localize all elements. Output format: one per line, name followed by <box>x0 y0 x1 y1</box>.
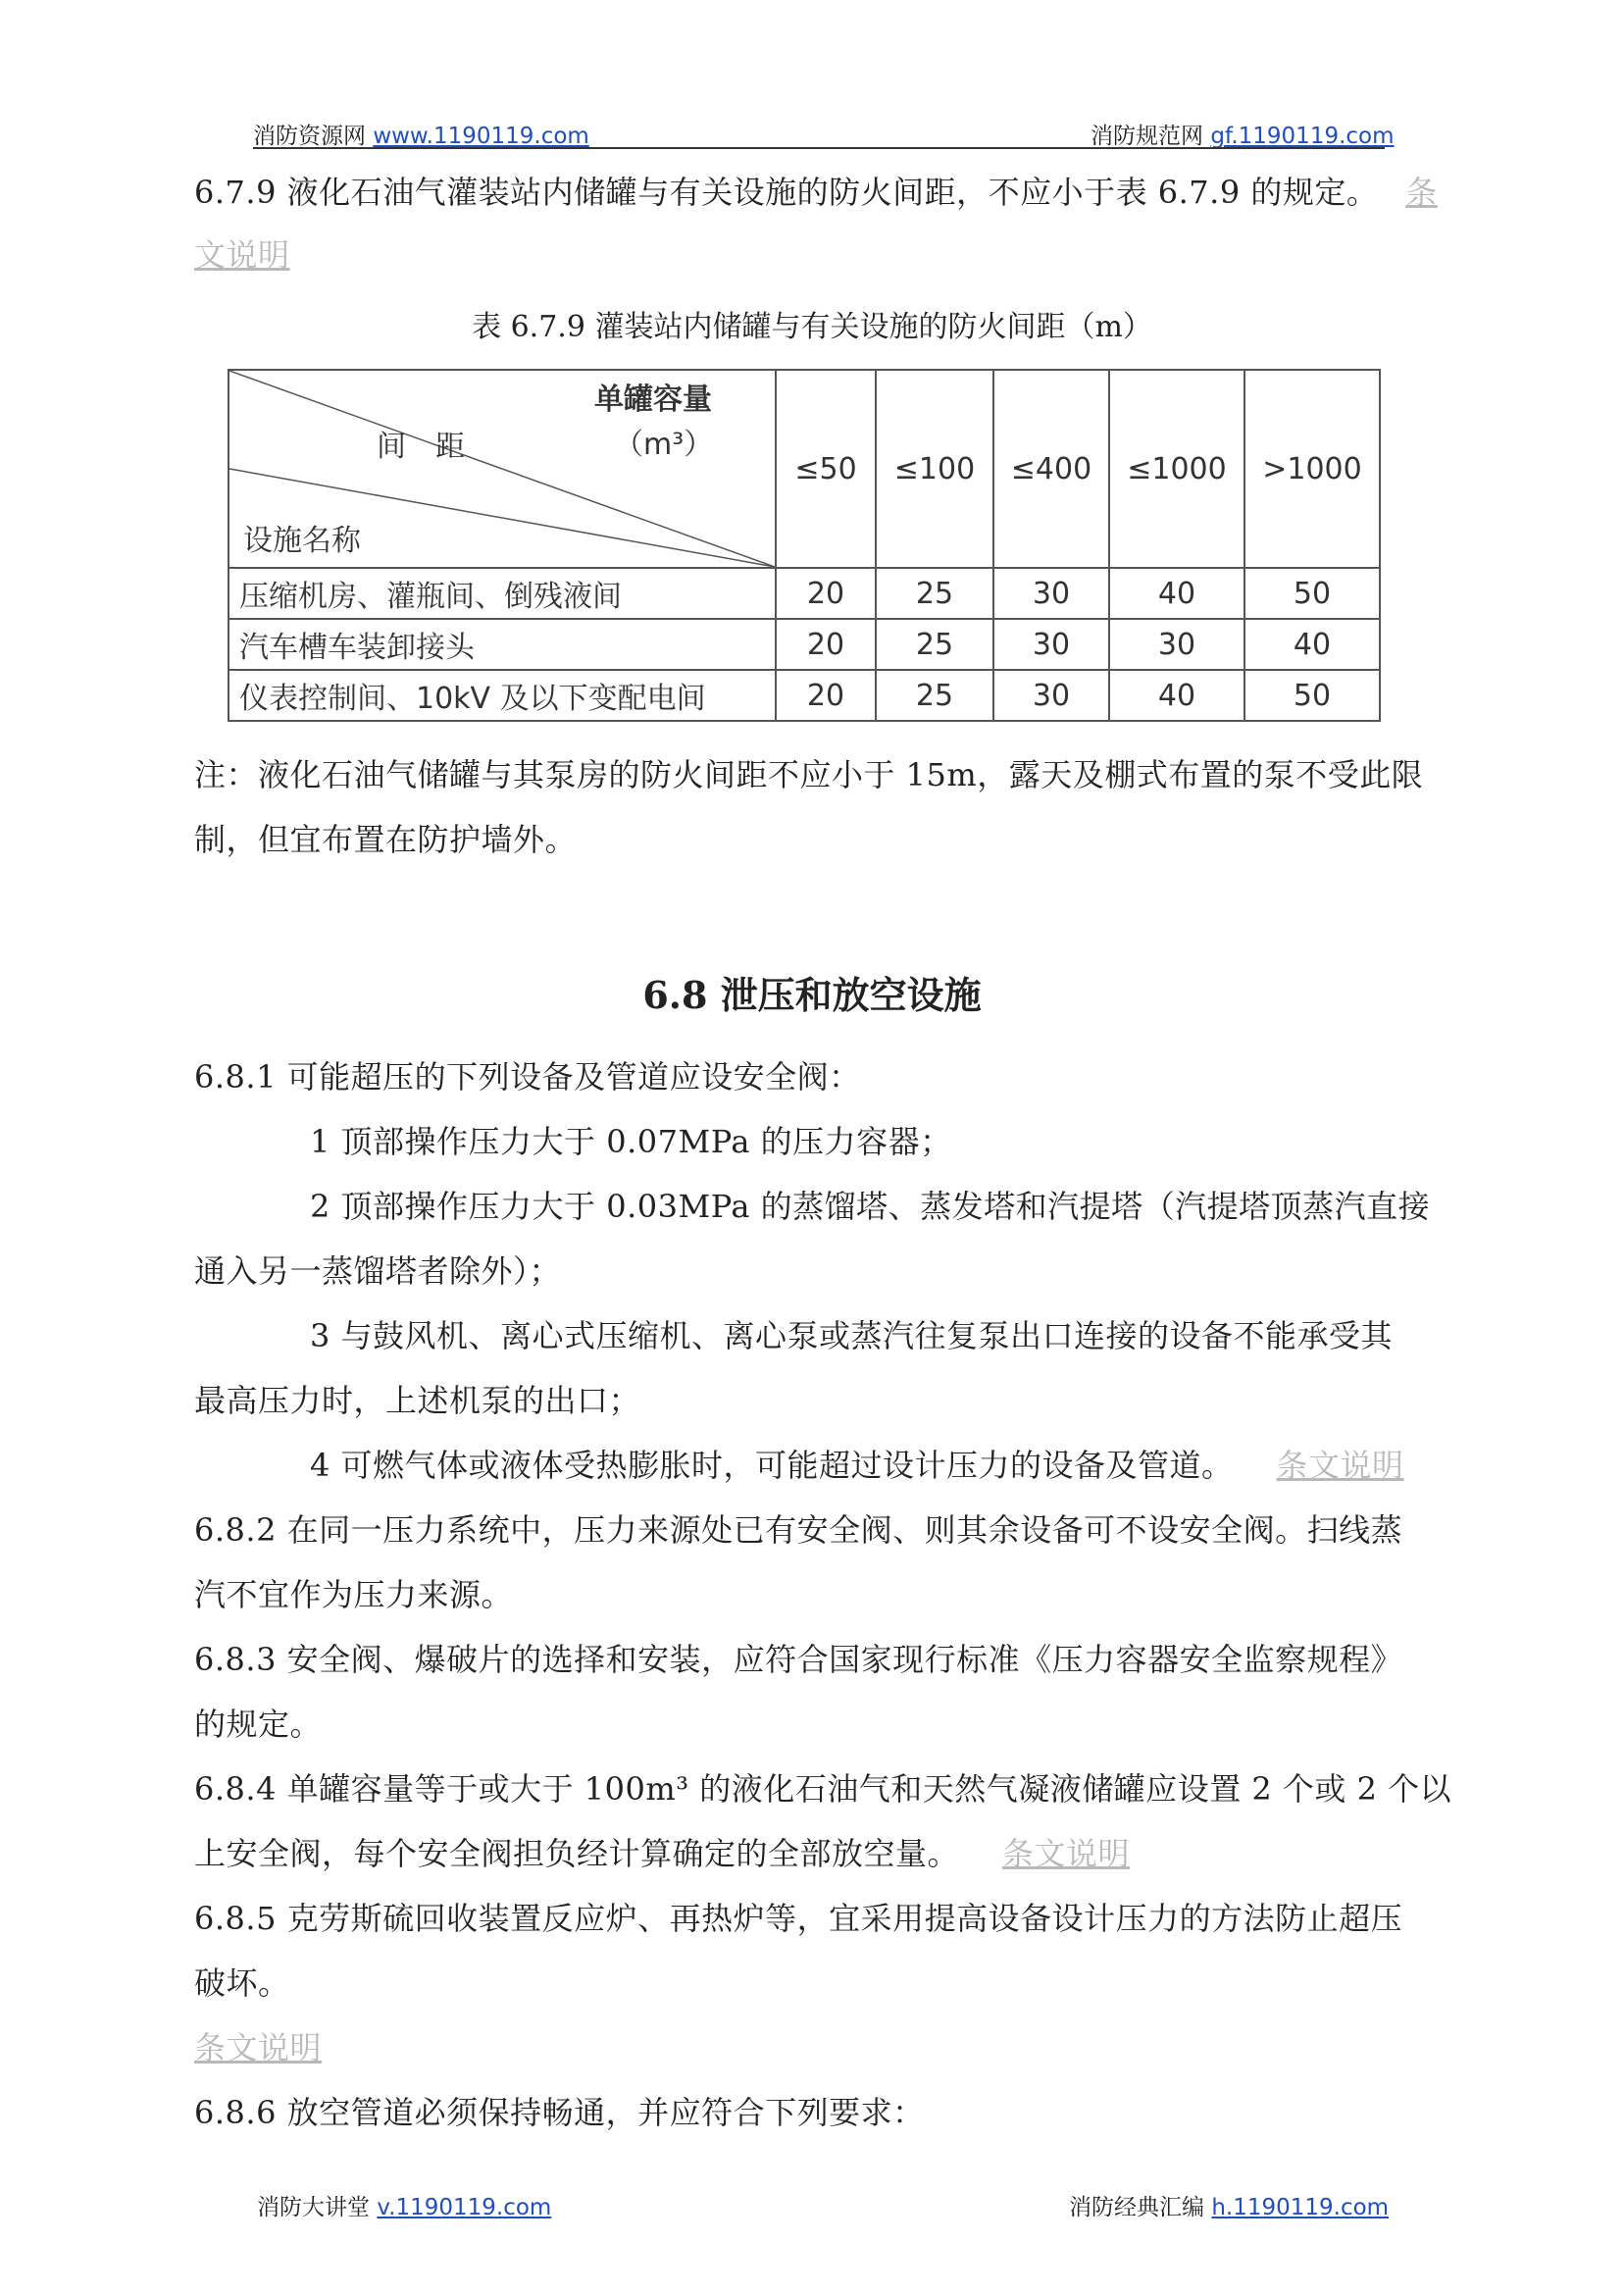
clause-6-8-3-line1: 6.8.3 安全阀、爆破片的选择和安装，应符合国家现行标准《压力容器安全监察规程》 <box>194 1641 1403 1678</box>
header-site-link[interactable]: www.1190119.com <box>373 124 589 149</box>
clause-6-8-1-item2-line1: 2 顶部操作压力大于 0.03MPa 的蒸馏塔、蒸发塔和汽提塔（汽提塔顶蒸汽直接 <box>310 1188 1431 1225</box>
clause-6-8-4-line1: 6.8.4 单罐容量等于或大于 100m³ 的液化石油气和天然气凝液储罐应设置 2 个或 2 个以 <box>194 1770 1452 1808</box>
clause-6-8-2-line2: 汽不宜作为压力来源。 <box>194 1576 514 1613</box>
clause-6-8-4-line2 <box>194 1834 1130 1873</box>
explain-link[interactable]: 条文说明 <box>1002 1835 1131 1872</box>
corner-facility-label: 设施名称 <box>243 524 361 558</box>
fire-distance-table <box>228 369 1381 722</box>
clause-6-8-6: 6.8.6 放空管道必须保持畅通，并应符合下列要求： <box>194 2094 925 2131</box>
col-header: ≤50 <box>776 370 876 568</box>
row-name: 仪表控制间、10kV 及以下变配电间 <box>228 670 776 721</box>
clause-6-8-1-item3-line1: 3 与鼓风机、离心式压缩机、离心泵或蒸汽往复泵出口连接的设备不能承受其 <box>310 1317 1394 1354</box>
col-header: >1000 <box>1244 370 1380 568</box>
clause-explain-link-part2[interactable]: 文说明 <box>194 236 290 274</box>
table-corner-header <box>228 370 776 568</box>
cell-value: 25 <box>876 670 993 721</box>
explain-link[interactable]: 条文说明 <box>1276 1447 1404 1484</box>
cell-value: 20 <box>776 568 876 619</box>
cell-value: 30 <box>993 670 1109 721</box>
cell-value: 30 <box>993 568 1109 619</box>
explain-link[interactable]: 条文说明 <box>194 2029 323 2066</box>
header-spec-name: 消防规范网 <box>1091 124 1203 149</box>
table-note-line1: 注：液化石油气储罐与其泵房的防火间距不应小于 15m，露天及棚式布置的泵不受此限 <box>194 756 1424 793</box>
clause-6-8-3-line2: 的规定。 <box>194 1706 323 1743</box>
clause-6-7-9 <box>194 173 1438 212</box>
corner-distance-label: 间 距 <box>377 430 465 464</box>
row-name: 汽车槽车装卸接头 <box>228 619 776 670</box>
cell-value: 25 <box>876 619 993 670</box>
clause-6-7-9-text: 6.7.9 液化石油气灌装站内储罐与有关设施的防火间距，不应小于表 6.7.9 的规定。 <box>194 174 1379 211</box>
clause-6-8-1-item4 <box>310 1446 1404 1485</box>
cell-value: 50 <box>1244 568 1380 619</box>
cell-value: 40 <box>1244 619 1380 670</box>
clause-6-7-9-explain <box>194 235 290 275</box>
clause-explain-link-part1[interactable]: 条 <box>1405 174 1438 211</box>
footer-compilation-link[interactable]: h.1190119.com <box>1211 2195 1390 2220</box>
section-title: 6.8 泄压和放空设施 <box>642 973 982 1017</box>
row-name: 压缩机房、灌瓶间、倒残液间 <box>228 568 776 619</box>
header-site-name: 消防资源网 <box>253 124 366 149</box>
table-row <box>228 568 1380 619</box>
table-title: 表 6.7.9 灌装站内储罐与有关设施的防火间距（m） <box>472 310 1152 344</box>
cell-value: 20 <box>776 670 876 721</box>
clause-6-8-1-item1: 1 顶部操作压力大于 0.07MPa 的压力容器； <box>310 1123 952 1160</box>
clause-6-8-4-line2-text: 上安全阀，每个安全阀担负经计算确定的全部放空量。 <box>194 1835 960 1872</box>
page-header-left <box>253 118 589 150</box>
table-row <box>228 619 1380 670</box>
footer-lecture-name: 消防大讲堂 <box>257 2195 370 2220</box>
footer-compilation-name: 消防经典汇编 <box>1069 2195 1204 2220</box>
cell-value: 50 <box>1244 670 1380 721</box>
table-note-line2: 制，但宜布置在防护墙外。 <box>194 821 578 858</box>
corner-unit-label: （m³） <box>614 428 714 462</box>
cell-value: 20 <box>776 619 876 670</box>
clause-6-8-1-item4-text: 4 可燃气体或液体受热膨胀时，可能超过设计压力的设备及管道。 <box>310 1447 1234 1484</box>
header-divider <box>253 147 1385 149</box>
clause-6-8-5-explain <box>194 2028 322 2067</box>
col-header: ≤400 <box>993 370 1109 568</box>
cell-value: 40 <box>1109 670 1244 721</box>
cell-value: 30 <box>993 619 1109 670</box>
page-footer-right <box>1069 2189 1389 2221</box>
col-header: ≤1000 <box>1109 370 1244 568</box>
corner-capacity-label: 单罐容量 <box>594 382 712 417</box>
page-footer-left <box>257 2189 551 2221</box>
table-row <box>228 670 1380 721</box>
cell-value: 40 <box>1109 568 1244 619</box>
cell-value: 25 <box>876 568 993 619</box>
cell-value: 30 <box>1109 619 1244 670</box>
clause-6-8-5-line2: 破坏。 <box>194 1964 290 2002</box>
clause-6-8-2-line1: 6.8.2 在同一压力系统中，压力来源处已有安全阀、则其余设备可不设安全阀。扫线蒸 <box>194 1511 1403 1549</box>
footer-lecture-link[interactable]: v.1190119.com <box>377 2195 552 2220</box>
clause-6-8-1: 6.8.1 可能超压的下列设备及管道应设安全阀： <box>194 1058 861 1096</box>
clause-6-8-5-line1: 6.8.5 克劳斯硫回收装置反应炉、再热炉等，宜采用提高设备设计压力的方法防止超压 <box>194 1900 1403 1937</box>
clause-6-8-1-item3-line2: 最高压力时，上述机泵的出口； <box>194 1382 641 1419</box>
clause-6-8-1-item2-line2: 通入另一蒸馏塔者除外）； <box>194 1252 562 1290</box>
col-header: ≤100 <box>876 370 993 568</box>
page-header-right <box>1091 118 1395 150</box>
header-spec-link[interactable]: gf.1190119.com <box>1210 124 1395 149</box>
